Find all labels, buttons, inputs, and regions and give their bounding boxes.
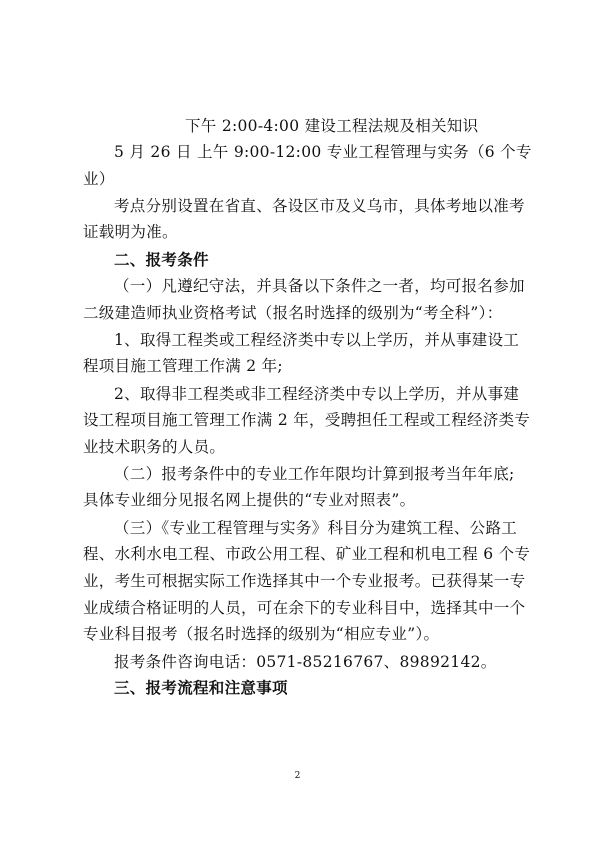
exam-schedule-may26: 5 月 26 日 上午 9:00-12:00 专业工程管理与实务（6 个专 (114, 143, 532, 161)
section-heading-process: 三、报考流程和注意事项 (114, 678, 288, 697)
condition-1-item-1: 1、取得工程类或工程经济类中专以上学历，并从事建设工 (114, 331, 520, 349)
exam-schedule-afternoon: 下午 2:00-4:00 建设工程法规及相关知识 (185, 117, 479, 135)
condition-3: （三）《专业工程管理与实务》科目分为建筑工程、公路工 (114, 519, 518, 537)
condition-2-cont: 具体专业细分见报名网上提供的“专业对照表”。 (83, 491, 416, 509)
page-number: 2 (294, 771, 301, 781)
condition-2: （二）报考条件中的专业工作年限均计算到报考当年年底; (114, 465, 515, 483)
condition-1-intro: （一）凡遵纪守法，并具备以下条件之一者，均可报名参加 (114, 277, 525, 295)
condition-3-cont4: 专业科目报考（报名时选择的级别为“相应专业”）。 (83, 625, 440, 643)
condition-1-item-2: 2、取得非工程类或非工程经济类中专以上学历，并从事建 (114, 385, 520, 403)
exam-location-text: 考点分别设置在省直、各设区市及义乌市，具体考地以准考 (114, 197, 525, 215)
condition-1-intro-cont: 二级建造师执业资格考试（报名时选择的级别为“考全科”）： (83, 304, 503, 322)
condition-1-item-2-cont: 设工程项目施工管理工作满 2 年，受聘担任工程或工程经济类专 (83, 411, 531, 429)
condition-1-item-1-cont: 程项目施工管理工作满 2 年; (83, 357, 283, 375)
inquiry-phone: 报考条件咨询电话：0571-85216767、89892142。 (114, 653, 497, 671)
section-heading-conditions: 二、报考条件 (114, 250, 209, 269)
exam-location-text-cont: 证载明为准。 (83, 223, 178, 241)
condition-1-item-2-cont2: 业技术职务的人员。 (83, 438, 226, 456)
condition-3-cont2: 业，考生可根据实际工作选择其中一个专业报考。已获得某一专 (83, 572, 526, 590)
exam-schedule-may26-cont: 业） (83, 170, 115, 188)
condition-3-cont3: 业成绩合格证明的人员，可在余下的专业科目中，选择其中一个 (83, 599, 526, 617)
condition-3-cont: 程、水利水电工程、市政公用工程、矿业工程和机电工程 6 个专 (83, 545, 531, 563)
